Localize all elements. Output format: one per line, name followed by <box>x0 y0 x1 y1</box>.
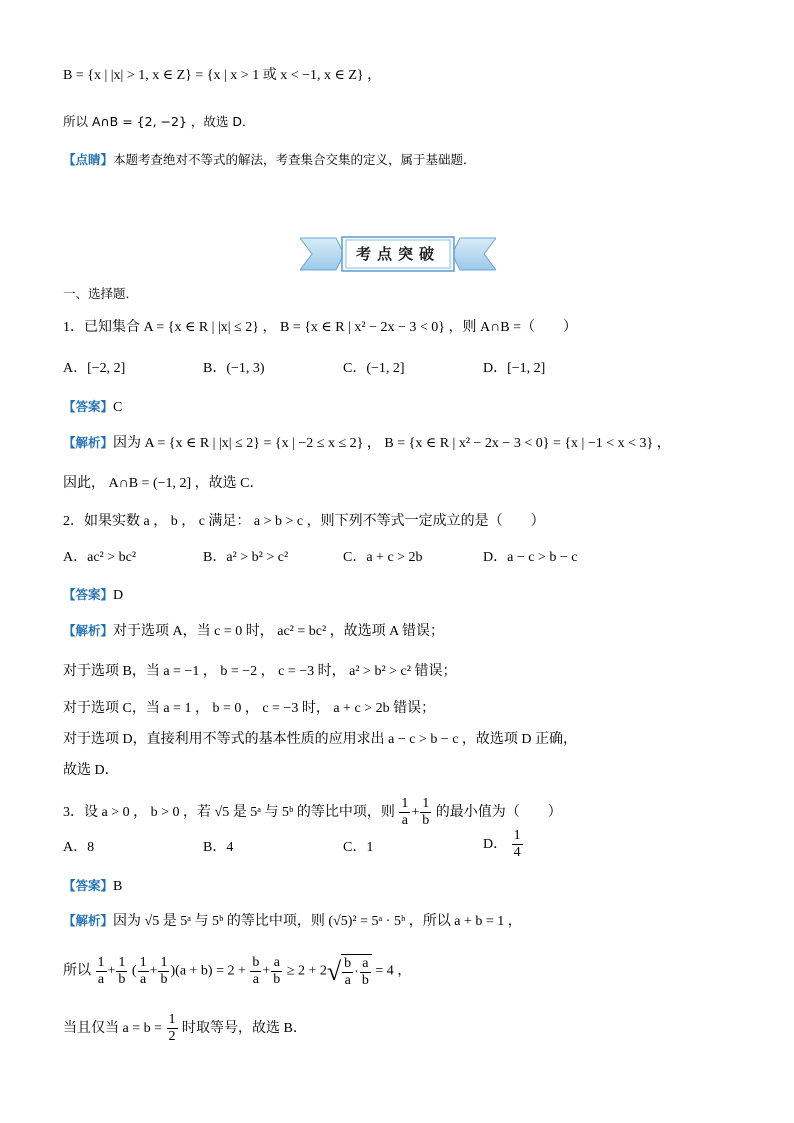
dianjing-text: 本题考查绝对不等式的解法，考查集合交集的定义，属于基础题． <box>113 152 476 167</box>
banner-text: 考点突破 <box>355 245 440 263</box>
q2-option-d: D．a − c > b − c <box>483 550 578 565</box>
frac-num: 1 <box>97 955 105 970</box>
frac-num: 1 <box>118 955 126 970</box>
q3-analysis-2b: (a + b) = 2 + <box>175 963 246 979</box>
frac-num: b <box>252 955 260 970</box>
q3-stem <box>63 796 562 830</box>
frac-den: b <box>361 973 369 989</box>
sqrt-icon: √ <box>326 956 342 986</box>
q3-answer-value: B <box>113 879 123 894</box>
q3-option-d-frac <box>512 828 523 861</box>
q1-analysis-tag: 【解析】 <box>63 435 114 450</box>
q1-answer-tag: 【答案】 <box>63 399 114 414</box>
q1-stem: 1．已知集合 A = {x ∈ R | |x| ≤ 2} ， B = {x ∈ R | x² − 2x − 3 < 0} ，则 A∩B =（ ） <box>63 320 577 335</box>
q3-analysis-2a: 所以 <box>63 963 91 979</box>
frac-den: b <box>273 972 281 987</box>
q2-analysis-5: 故选 D． <box>63 763 119 778</box>
frac-a-over-b <box>271 955 282 988</box>
frac-num: a <box>271 955 282 972</box>
q2-stem: 2．如果实数 a ， b ， c 满足： a > b > c ，则下列不等式一定成立的是（ ） <box>63 514 545 529</box>
q2-option-c: C．a + c > 2b <box>343 550 423 565</box>
q3-analysis-3 <box>63 1012 307 1046</box>
q1-answer <box>63 397 122 418</box>
q3-analysis-tag: 【解析】 <box>63 913 114 928</box>
plus-sign: + <box>411 805 420 820</box>
q3-option-a: A．8 <box>63 840 95 855</box>
frac-den: b <box>422 813 430 829</box>
q3-frac-1a <box>399 796 410 829</box>
q3-frac-1b <box>420 796 431 829</box>
frac-1-over-2 <box>167 1012 178 1045</box>
frac-num: 1 <box>422 796 430 812</box>
frac-num: 1 <box>139 955 147 970</box>
frac-den: b <box>160 972 168 987</box>
conclusion-line: 所以 A∩B = {2, −2} ，故选 D． <box>63 114 255 129</box>
frac-den: a <box>97 972 105 987</box>
q3-analysis-1 <box>63 911 522 932</box>
q1-option-a: A．[−2, 2] <box>63 361 126 376</box>
frac-1-over-b <box>116 955 127 988</box>
q2-analysis-tag: 【解析】 <box>63 623 114 638</box>
q2-analysis-2: 对于选项 B，当 a = −1 ， b = −2 ， c = −3 时， a² > b² > c² 错误； <box>63 664 457 679</box>
frac-num: 1 <box>401 796 409 812</box>
frac-b-over-a <box>250 955 261 988</box>
q1-option-c: C．(−1, 2] <box>343 361 405 376</box>
cdot-sign: · <box>354 965 359 980</box>
q3-analysis-1-text: 因为 √5 是 5ᵃ 与 5ᵇ 的等比中项，则 (√5)² = 5ᵃ · 5ᵇ ，所以 a + b = 1 ， <box>113 914 522 929</box>
q1-answer-value: C <box>113 400 123 415</box>
frac-den: a <box>401 813 408 829</box>
section-heading: 一、选择题． <box>63 286 139 301</box>
q3-analysis-3b: 时取等号，故选 B． <box>182 1021 307 1036</box>
q3-stem-a: 3．设 a > 0 ， b > 0 ，若 √5 是 5ᵃ 与 5ᵇ 的等比中项，则 <box>63 805 395 820</box>
frac-1-over-a <box>96 955 107 988</box>
q3-answer <box>63 876 122 897</box>
q2-analysis-4: 对于选项 D，直接利用不等式的基本性质的应用求出 a − c > b − c ，故选项 D 正确， <box>63 732 578 747</box>
section-banner <box>300 236 496 272</box>
frac-b-over-a <box>342 956 353 989</box>
q3-option-d <box>483 828 524 862</box>
dianjing-tag: 【点睛】 <box>63 152 114 167</box>
q2-analysis-1-text: 对于选项 A，当 c = 0 时， ac² = bc² ，故选项 A 错误； <box>113 624 445 639</box>
q2-analysis-1 <box>63 621 444 642</box>
frac-den: a <box>139 972 147 987</box>
frac-1-over-a <box>138 955 149 988</box>
q2-answer <box>63 585 123 606</box>
set-b-line: B = {x | |x| > 1, x ∈ Z} = {x | x > 1 或 x < −1, x ∈ Z} ， <box>63 68 382 83</box>
q1-analysis-1 <box>63 433 671 454</box>
paren-close: ) <box>170 963 176 979</box>
q3-answer-tag: 【答案】 <box>63 878 114 893</box>
frac-1-over-b <box>158 955 169 988</box>
frac-num: 1 <box>168 1012 176 1028</box>
q2-answer-value: D <box>113 588 124 603</box>
frac-num: 1 <box>160 955 168 970</box>
plus-sign: + <box>262 963 271 979</box>
q3-analysis-2d: = 4 ， <box>375 963 412 979</box>
plus-sign: + <box>107 963 116 979</box>
frac-den: b <box>118 972 126 987</box>
q3-option-d-label: D． <box>483 837 508 852</box>
frac-den: 4 <box>513 845 521 861</box>
frac-den: a <box>344 973 351 989</box>
q1-option-d: D．[−1, 2] <box>483 361 546 376</box>
frac-num: b <box>344 956 352 972</box>
q3-option-c: C．1 <box>343 840 374 855</box>
q3-analysis-3a: 当且仅当 a = b = <box>63 1021 163 1036</box>
q2-option-a: A．ac² > bc² <box>63 550 137 565</box>
q3-option-b: B．4 <box>203 840 234 855</box>
frac-den: a <box>252 972 259 987</box>
frac-num: 1 <box>513 828 521 844</box>
q2-analysis-3: 对于选项 C，当 a = 1 ， b = 0 ， c = −3 时， a + c > 2b 错误； <box>63 701 436 716</box>
q1-analysis-2: 因此， A∩B = (−1, 2] ，故选 C． <box>63 476 264 491</box>
frac-a-over-b <box>360 956 371 989</box>
q2-answer-tag: 【答案】 <box>63 587 114 602</box>
frac-den: 2 <box>168 1029 176 1045</box>
q3-stem-b: 的最小值为（ ） <box>435 805 562 820</box>
q3-analysis-2c: ≥ 2 + 2 <box>286 963 327 979</box>
q3-analysis-2 <box>63 952 411 991</box>
q2-option-b: B．a² > b² > c² <box>203 550 289 565</box>
paren-open: ( <box>131 963 137 979</box>
dianjing-line <box>63 150 476 171</box>
plus-sign: + <box>149 963 158 979</box>
frac-num: a <box>360 956 371 973</box>
q1-analysis-1-text: 因为 A = {x ∈ R | |x| ≤ 2} = {x | −2 ≤ x ≤ 2} ， B = {x ∈ R | x² − 2x − 3 < 0} = {x | −1 < x < 3} ， <box>113 436 671 451</box>
q1-option-b: B．(−1, 3) <box>203 361 265 376</box>
sqrt-radicand <box>341 954 372 991</box>
